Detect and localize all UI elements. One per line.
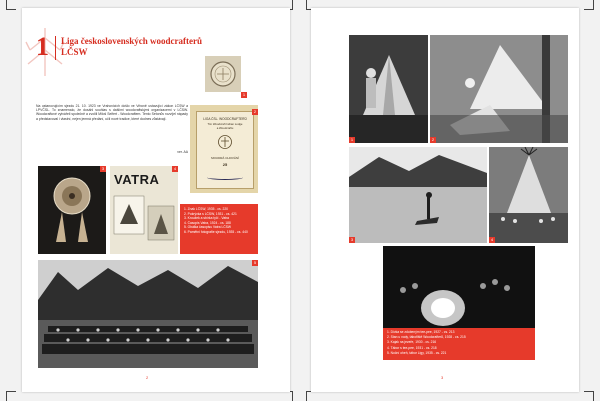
crop-mark-top-right xyxy=(584,0,594,10)
chapter-title-line1: Liga československých woodcrafterů xyxy=(61,36,202,46)
chapter-number: 1 xyxy=(36,32,49,61)
vatra-title: VATRA xyxy=(114,172,160,187)
book-card-line4: MOUDRÁ CHOVÁNÍ xyxy=(211,156,239,160)
book-card-line2: Tim Woodcraft Indian Lodge xyxy=(207,122,243,126)
right-photo-badge-2: 2 xyxy=(431,137,435,142)
author-signature: ver. AA xyxy=(177,150,188,154)
right-caption-item: 3. Kajak na jezeře, 1930 - cs. 216 xyxy=(387,340,437,345)
chapter-title xyxy=(61,36,251,58)
book-card-inner xyxy=(196,111,254,189)
photo-seal-badge xyxy=(205,56,241,92)
metal-badge-image xyxy=(38,166,106,254)
right-caption-item: 2. Stan u vody, tábořiště Woodcrafterů, 1928 - cs. 215 xyxy=(387,335,466,340)
chapter-title-line2: LČSW xyxy=(61,47,88,57)
left-caption-item: 1. Znak LČSW, 1935 - cs. 220 xyxy=(184,207,228,211)
photo-tent-camp xyxy=(430,35,568,143)
left-page-number: 2 xyxy=(146,375,149,380)
tent-camp-image xyxy=(430,35,568,143)
book-card-emblem xyxy=(217,134,233,150)
photo-badge-3: 3 xyxy=(101,166,105,171)
night-fire-image xyxy=(383,246,535,334)
book-card-signature-scribble xyxy=(207,175,243,180)
left-caption-box xyxy=(180,204,258,254)
left-caption-item: 2. Pokrývka s LČSW, 1931 - cs. 421 xyxy=(184,211,237,216)
photo-night-fire xyxy=(383,246,535,334)
photo-badge-1: 1 xyxy=(242,92,246,97)
right-caption-item: 5. Noční oheň, tábor Ligy, 1935 - cs. 221 xyxy=(387,350,447,355)
photo-kayak-lake xyxy=(349,147,487,243)
photo-badge-2: 2 xyxy=(253,109,257,114)
right-caption-item: 1. Dívka se zdobeným tee-pee, 1927 - cs. 213 xyxy=(387,330,455,334)
right-photo-badge-1: 1 xyxy=(350,137,354,142)
right-caption-item: 4. Tábor s tee-pee, 1931 - cs. 218 xyxy=(387,345,437,350)
intro-paragraph: Na ustanovujícím sjezdu 21. 10. 1923 ve Vrahovicích došlo ve Vrbově ustavující zákon LČSW a LPVČSL. To znamenalo, že dosáhl souhlas s dalšími woodcraftskými organizacemi v LČSW. Woodcraftové vytvářeli společně a zvolili Miloš Seifert - Woodcraftem. Tento Setonův rozvíjel nápady a představoval i vlastní, nejen jemná předání, učil nové tradice, které dodnes zůstávají. xyxy=(36,104,188,121)
seal-image xyxy=(205,56,241,92)
book-card-line5: 25 xyxy=(222,162,228,167)
photo-book-card xyxy=(190,105,258,193)
right-photo-badge-4: 4 xyxy=(490,237,494,242)
left-caption-item: 4. Časopis Vatra, 1924 - cs. 188 xyxy=(184,220,231,225)
right-photo-badge-3: 3 xyxy=(350,237,354,242)
photo-group-meeting xyxy=(38,260,258,368)
girl-teepee-image xyxy=(349,35,428,143)
kayak-lake-image xyxy=(349,147,487,243)
vatra-illustration xyxy=(110,194,178,254)
right-caption-box xyxy=(383,328,535,360)
book-card-line3: a Woodcraftu xyxy=(216,126,234,130)
title-divider xyxy=(55,36,56,60)
photo-metal-badge xyxy=(38,166,106,254)
photo-vatra-magazine xyxy=(110,166,178,254)
book-card-line1: LIGA ČSL. WOODCRAFTERŮ xyxy=(203,117,247,121)
photo-badge-4: 4 xyxy=(173,166,177,171)
group-photo-image xyxy=(38,260,258,368)
photo-teepee-camp xyxy=(489,147,568,243)
photo-girl-teepee xyxy=(349,35,428,143)
photo-badge-5: 5 xyxy=(253,260,257,265)
left-caption-item: 6. Pamětní fotografie sjezdu, 1935 - cs. 440 xyxy=(184,229,248,234)
right-page xyxy=(311,8,579,392)
left-page xyxy=(22,8,290,392)
right-page-number: 3 xyxy=(441,375,444,380)
crop-mark-top-left xyxy=(6,0,16,10)
left-caption-item: 5. Obálka časopisu Vatra LČSW xyxy=(184,225,232,230)
left-caption-item: 3. Kroužek a sbírka tyčí - Vatra xyxy=(184,216,230,221)
teepee-camp-image xyxy=(489,147,568,243)
